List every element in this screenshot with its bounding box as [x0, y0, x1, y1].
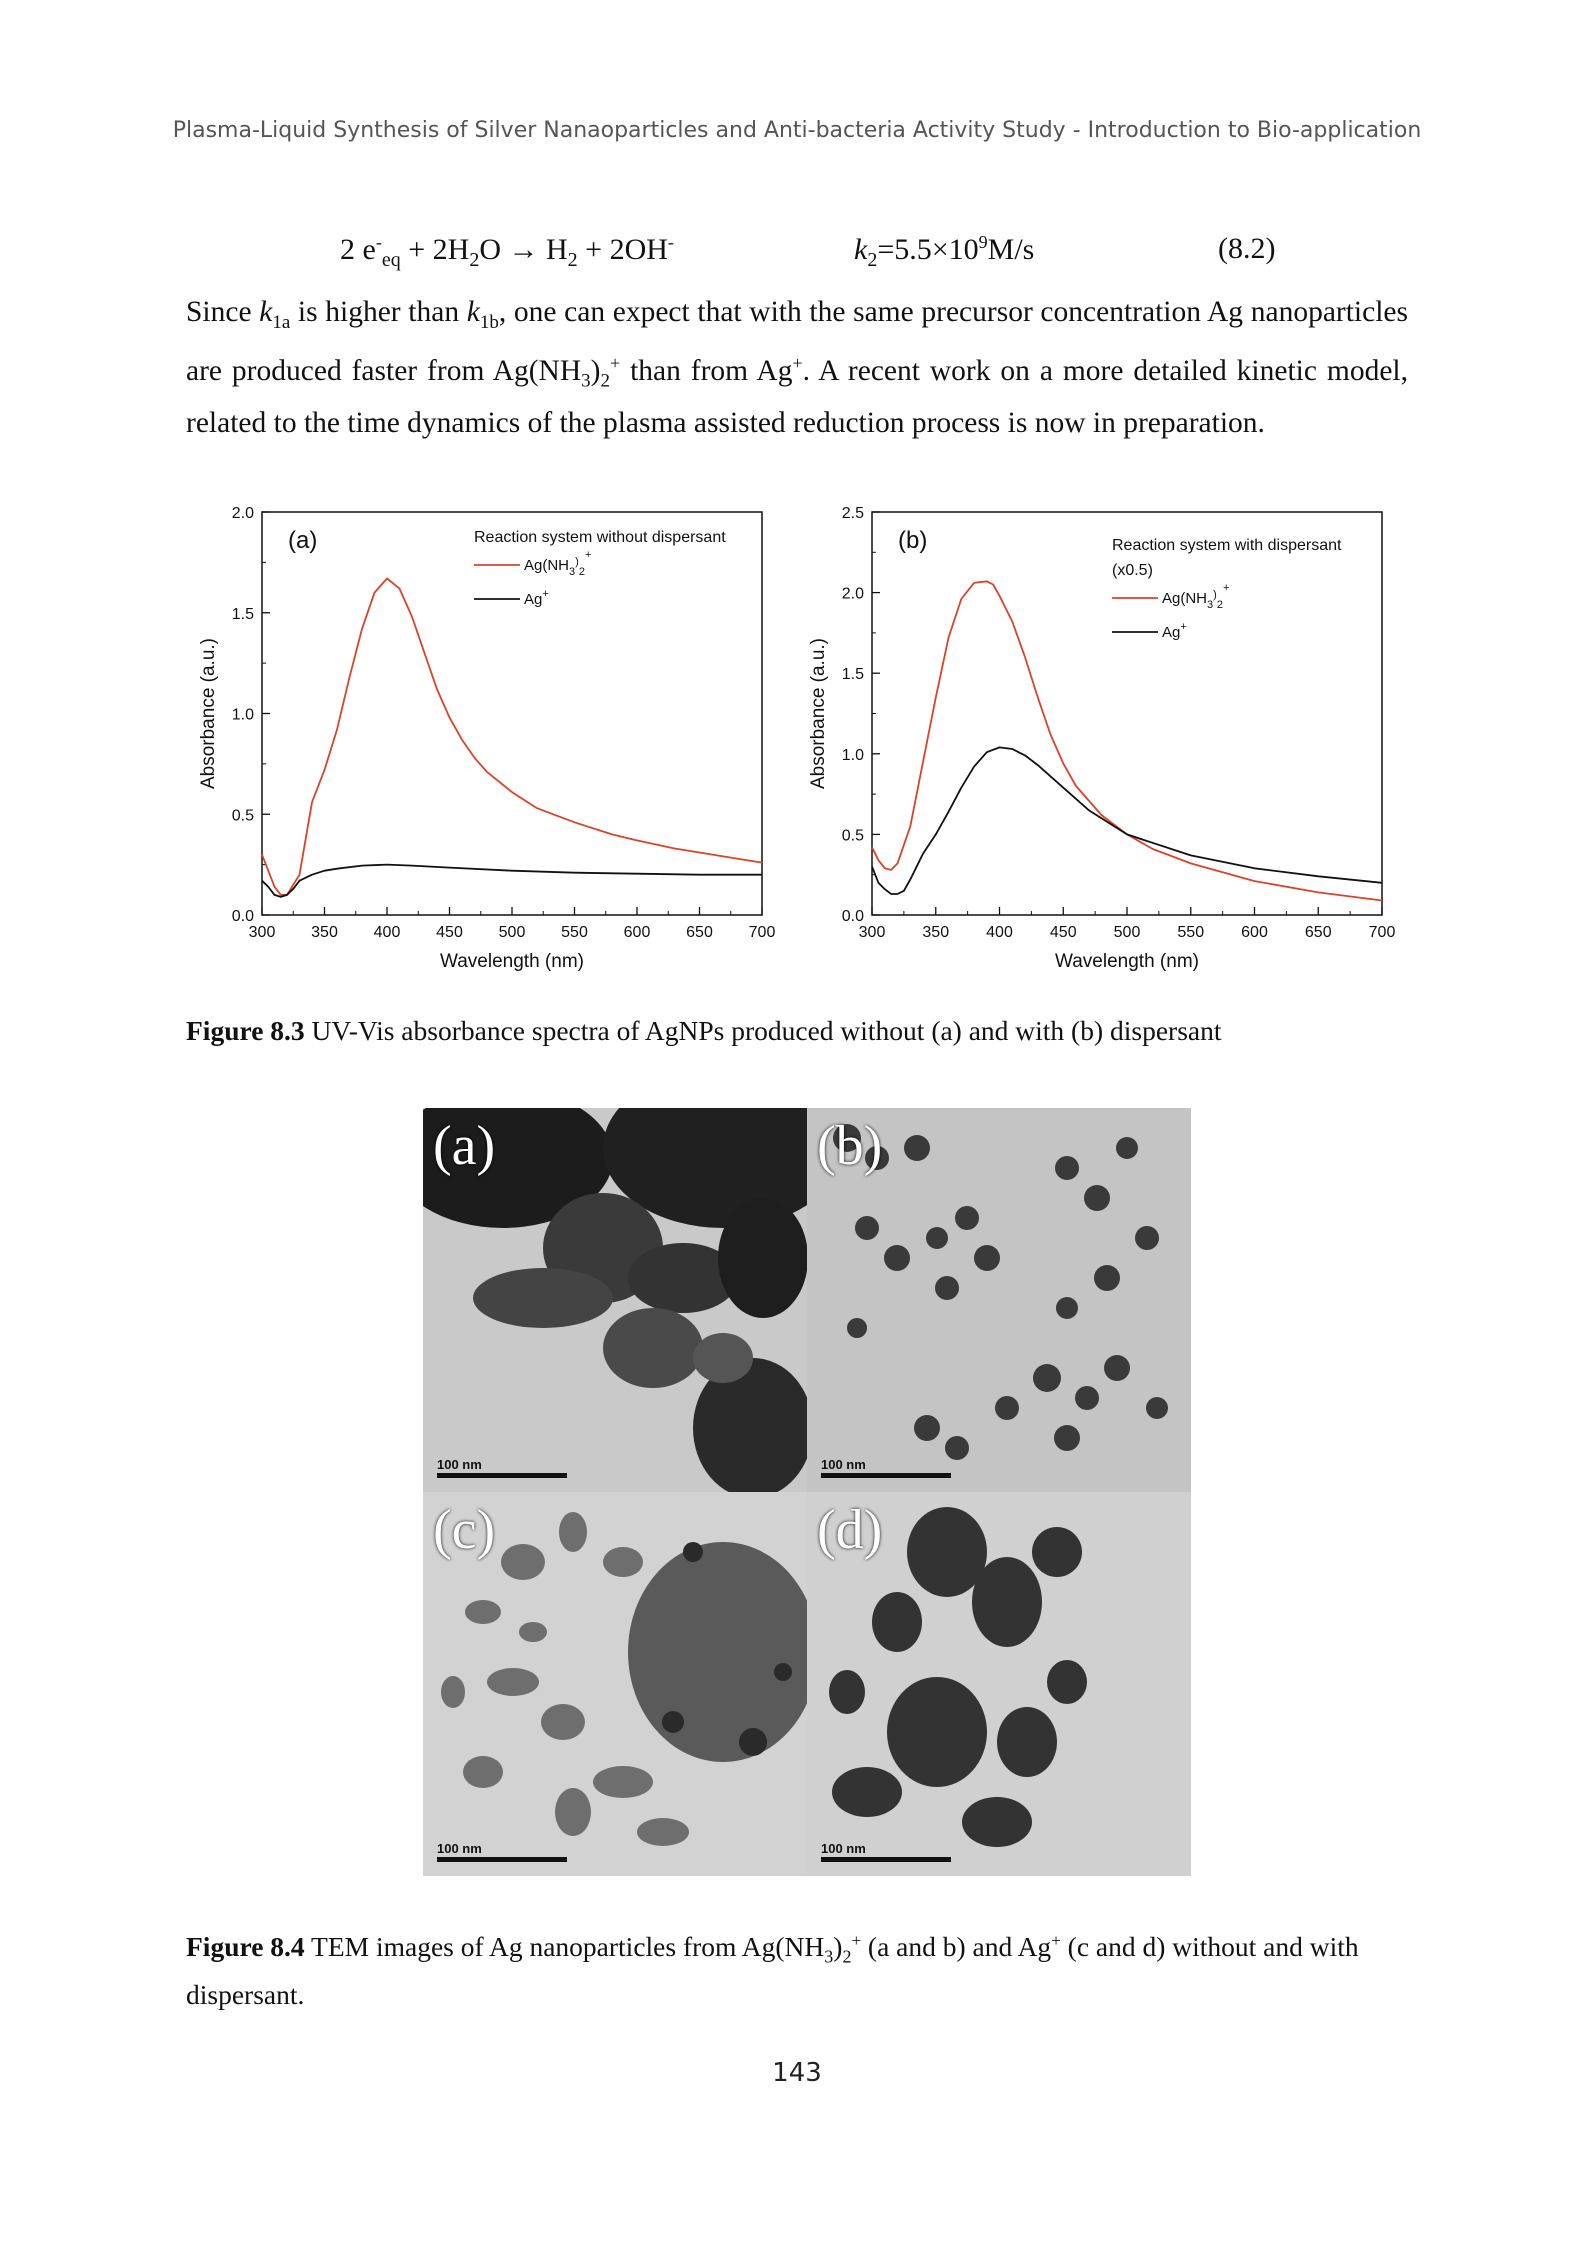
x-tick-label: 300 — [858, 924, 886, 941]
legend-label: $Ag(NH_3^)_2^+$ — [524, 549, 592, 578]
x-tick-label: 600 — [623, 924, 651, 941]
legend-title: Reaction system without dispersant — [474, 529, 726, 546]
x-tick-label: 550 — [561, 924, 588, 941]
tem-label-b: (b) — [817, 1115, 883, 1177]
y-tick-label: 0.0 — [841, 908, 864, 925]
series-ag-nh3-2-line — [872, 581, 1382, 900]
x-tick-label: 450 — [1049, 924, 1077, 941]
y-tick-label: 1.0 — [231, 706, 254, 724]
scale-bar-c: 100 nm — [437, 1841, 567, 1862]
scale-bar-a: 100 nm — [437, 1457, 567, 1478]
body-paragraph: Since $k_{1a}$ is higher than $k_{1b}$, one can expect that with the same precursor concentration Ag nanoparticles are produced faster from $Ag(NH_3)_2^+$ than from Ag+. A recent work on a more detailed kinetic model, related to the time dynamics of the plasma assisted reduction process is now in preparation. — [186, 296, 1408, 439]
y-tick-label: 0.5 — [841, 827, 864, 845]
figure-8-4-caption: Figure 8.4 TEM images of Ag nanoparticles from $Ag(NH_3)_2^+$ (a and b) and Ag+ (c and d) without and with dispersant. — [186, 1931, 1359, 2010]
y-tick-label: 0.0 — [231, 908, 254, 925]
x-tick-label: 600 — [1241, 924, 1268, 941]
tem-panel-a — [423, 1108, 807, 1492]
x-tick-label: 550 — [1177, 924, 1205, 941]
legend-title: Reaction system with dispersant — [1112, 537, 1342, 554]
page-number: 143 — [772, 2058, 822, 2088]
uv-vis-chart-a — [190, 500, 790, 990]
tem-label-d: (d) — [817, 1499, 883, 1561]
y-tick-label: 2.5 — [841, 505, 864, 522]
tem-panel-c — [423, 1492, 807, 1876]
series-ag-plus-line — [872, 747, 1382, 894]
x-tick-label: 450 — [436, 924, 463, 941]
x-tick-label: 300 — [248, 924, 276, 941]
plot-frame — [262, 512, 762, 915]
legend-label: $Ag(NH_3^)_2^+$ — [1162, 582, 1230, 611]
running-header: Plasma-Liquid Synthesis of Silver Nanaoparticles and Anti-bacteria Activity Study - Introduction to Bio-application — [172, 118, 1422, 143]
equation-number: (8.2) — [1218, 232, 1276, 265]
y-axis-label: Absorbance (a.u.) — [198, 637, 219, 790]
x-tick-label: 700 — [1368, 924, 1396, 941]
y-tick-label: 2.0 — [841, 585, 864, 603]
y-tick-label: 0.5 — [231, 807, 254, 825]
y-axis-label: Absorbance (a.u.) — [808, 637, 829, 790]
scale-bar-b: 100 nm — [821, 1457, 951, 1478]
x-tick-label: 350 — [311, 924, 338, 941]
series-ag-plus-line — [262, 865, 762, 897]
series-ag-nh3-2-line — [262, 579, 762, 895]
equation-8-2: 2 $e^-_{eq} + 2H_2O \to H_2 + 2OH^-$ — [340, 232, 674, 271]
scale-bar-d: 100 nm — [821, 1841, 951, 1862]
x-tick-label: 650 — [686, 924, 713, 941]
y-tick-label: 2.0 — [231, 505, 254, 522]
x-axis-label: Wavelength (nm) — [1055, 951, 1199, 972]
x-tick-label: 400 — [373, 924, 401, 941]
y-tick-label: 1.5 — [231, 605, 254, 623]
figure-8-3-caption: Figure 8.3 UV-Vis absorbance spectra of AgNPs produced without (a) and with (b) dispersant — [186, 1015, 1222, 1046]
tem-panel-b — [807, 1108, 1191, 1492]
x-axis-label: Wavelength (nm) — [440, 951, 584, 972]
y-tick-label: 1.5 — [841, 666, 864, 684]
tem-label-a: (a) — [433, 1115, 496, 1177]
tem-image-grid — [423, 1108, 1191, 1876]
tem-panel-d — [807, 1492, 1191, 1876]
x-tick-label: 400 — [986, 924, 1013, 941]
panel-label: (b) — [898, 527, 928, 554]
x-tick-label: 500 — [498, 924, 526, 941]
tem-label-c: (c) — [433, 1499, 496, 1561]
x-tick-label: 500 — [1113, 924, 1141, 941]
x-tick-label: 700 — [748, 924, 776, 941]
legend-label: Ag+ — [1162, 621, 1187, 641]
legend-subtitle: (x0.5) — [1112, 562, 1153, 579]
x-tick-label: 350 — [922, 924, 950, 941]
y-tick-label: 1.0 — [841, 746, 864, 764]
legend-label: Ag+ — [524, 588, 549, 608]
rate-constant: $k_2=5.5\times 10^9M/s$ — [854, 232, 1035, 271]
uv-vis-chart-b — [800, 500, 1400, 990]
panel-label: (a) — [288, 527, 318, 554]
x-tick-label: 650 — [1304, 924, 1332, 941]
